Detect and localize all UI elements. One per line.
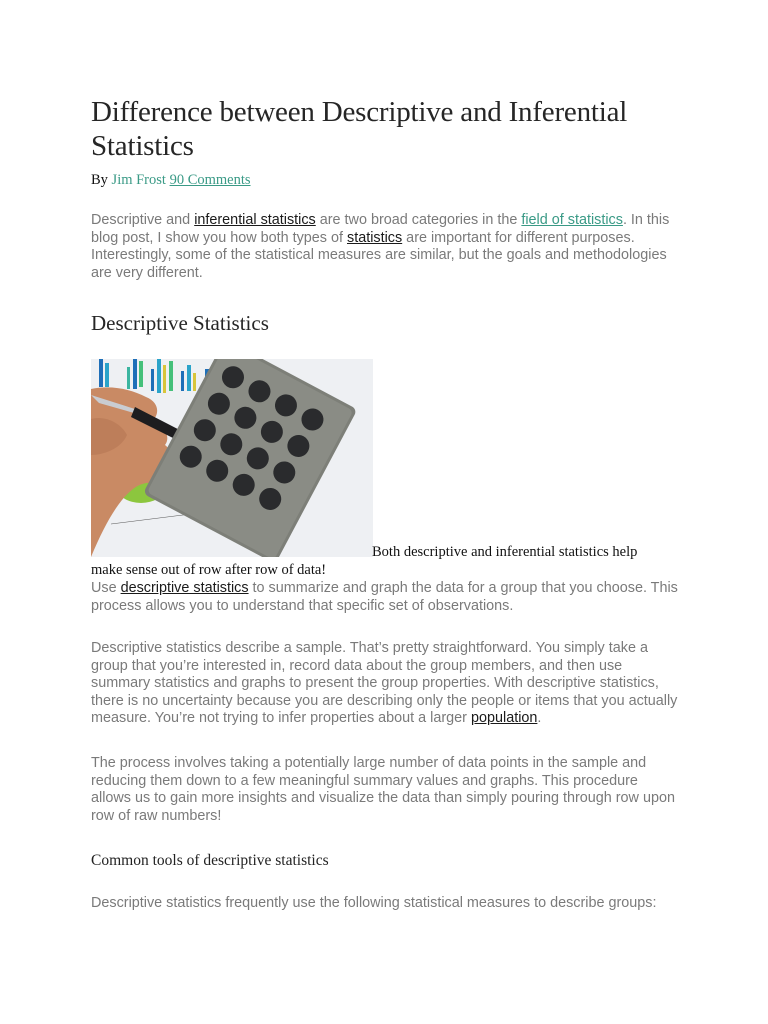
figure-caption: Both descriptive and inferential statistics help make sense out of row after row of data!: [91, 544, 638, 578]
intro-text-1: Descriptive and: [91, 212, 195, 228]
descriptive-statistics-link[interactable]: descriptive statistics: [120, 580, 249, 596]
author-link[interactable]: Jim Frost: [111, 172, 166, 188]
intro-text-4: are important for different purposes. Interestingly, some of the statistical measures are similar, but the goals and methodologies are very different.: [91, 229, 667, 281]
stats-photo-illustration: [91, 359, 373, 557]
intro-text-3: . In this blog post, I show you how both types of: [91, 212, 670, 246]
para2-text-2: .: [537, 710, 542, 727]
statistics-link[interactable]: statistics: [347, 229, 403, 246]
para1-text-1: Use: [91, 580, 121, 596]
paragraph-use-descriptive: [91, 580, 681, 615]
inferential-statistics-link[interactable]: inferential statistics: [194, 212, 316, 228]
subheading-common-tools: Common tools of descriptive statistics: [91, 852, 329, 869]
stats-photo: [91, 359, 373, 557]
para1-text-2: to summarize and graph the data for a group that you choose. This process allows you to understand that specific set of observations.: [91, 580, 678, 614]
comments-link[interactable]: 90 Comments: [169, 172, 251, 188]
intro-paragraph: [91, 212, 681, 282]
field-of-statistics-link[interactable]: field of statistics: [521, 212, 623, 228]
section-heading-descriptive: Descriptive Statistics: [91, 311, 269, 335]
paragraph-process: The process involves taking a potentially large number of data points in the sample and reducing them down to a few meaningful summary values and graphs. This procedure allows us to gain more insights and visualize the data than simply pouring through row upon row of raw numbers!: [91, 755, 675, 824]
byline-prefix: By: [91, 172, 108, 188]
paragraph-measures: Descriptive statistics frequently use the following statistical measures to describe groups:: [91, 895, 657, 911]
byline: [91, 172, 251, 189]
para2-text-1: Descriptive statistics describe a sample. That’s pretty straightforward. You simply take a group that you’re interested in, record data about the group members, and then use summary statistics and graphs to present the group properties. With descriptive statistics, there is no uncertainty because you are describing only the people or items that you actually measure. You’re not trying to infer properties about a larger: [91, 640, 678, 727]
intro-text-2: are two broad categories in the: [315, 212, 522, 228]
page-title: Difference between Descriptive and Inferential Statistics: [91, 96, 628, 162]
population-link[interactable]: population: [470, 710, 538, 727]
paragraph-describe-sample: [91, 640, 681, 728]
